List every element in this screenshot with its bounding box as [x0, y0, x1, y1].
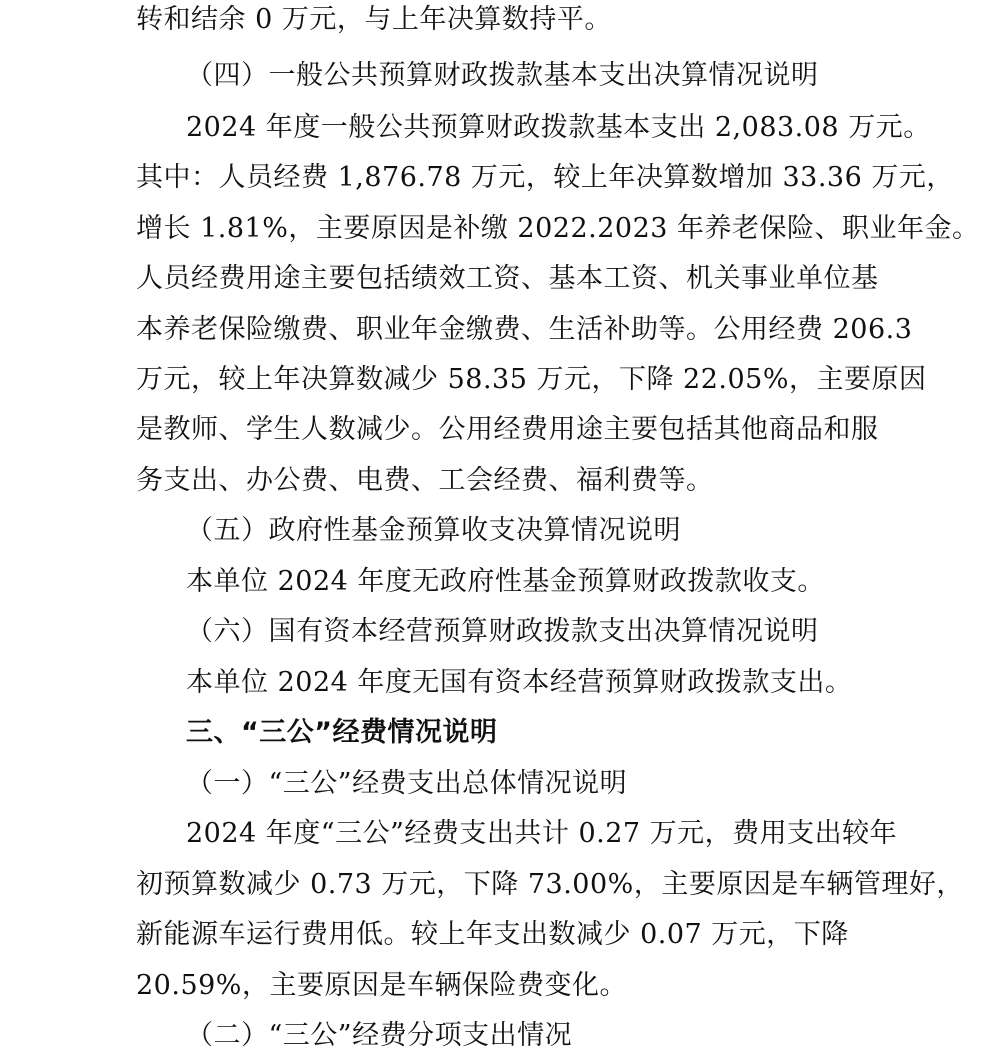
- section-heading: （四）一般公共预算财政拨款基本支出决算情况说明: [186, 60, 819, 91]
- chapter-heading: 三、“三公”经费情况说明: [186, 717, 498, 748]
- paragraph-line: 本养老保险缴费、职业年金缴费、生活补助等。公用经费 206.3: [136, 314, 913, 345]
- section-heading: （六）国有资本经营预算财政拨款支出决算情况说明: [186, 616, 819, 647]
- paragraph-line: 20.59%，主要原因是车辆保险费变化。: [136, 970, 627, 1001]
- paragraph-line: 万元，较上年决算数减少 58.35 万元，下降 22.05%，主要原因: [136, 364, 927, 395]
- paragraph-line: 是教师、学生人数减少。公用经费用途主要包括其他商品和服: [136, 414, 879, 445]
- paragraph-line: 初预算数减少 0.73 万元，下降 73.00%，主要原因是车辆管理好，: [136, 869, 964, 900]
- paragraph-line: 务支出、办公费、电费、工会经费、福利费等。: [136, 465, 714, 496]
- paragraph-line: 新能源车运行费用低。较上年支出数减少 0.07 万元，下降: [136, 919, 849, 950]
- section-heading: （五）政府性基金预算收支决算情况说明: [186, 515, 681, 546]
- paragraph-line: 本单位 2024 年度无国有资本经营预算财政拨款支出。: [186, 667, 853, 698]
- section-heading: （一）“三公”经费支出总体情况说明: [186, 768, 628, 799]
- paragraph-line: 2024 年度一般公共预算财政拨款基本支出 2,083.08 万元。: [186, 112, 931, 143]
- paragraph-line: 其中：人员经费 1,876.78 万元，较上年决算数增加 33.36 万元，: [136, 162, 954, 193]
- paragraph-line: 转和结余 0 万元，与上年决算数持平。: [136, 4, 612, 35]
- section-heading: （二）“三公”经费分项支出情况: [186, 1020, 573, 1051]
- paragraph-line: 人员经费用途主要包括绩效工资、基本工资、机关事业单位基: [136, 263, 879, 294]
- paragraph-line: 增长 1.81%，主要原因是补缴 2022.2023 年养老保险、职业年金。: [136, 213, 980, 244]
- paragraph-line: 本单位 2024 年度无政府性基金预算财政拨款收支。: [186, 566, 825, 597]
- paragraph-line: 2024 年度“三公”经费支出共计 0.27 万元，费用支出较年: [186, 818, 898, 849]
